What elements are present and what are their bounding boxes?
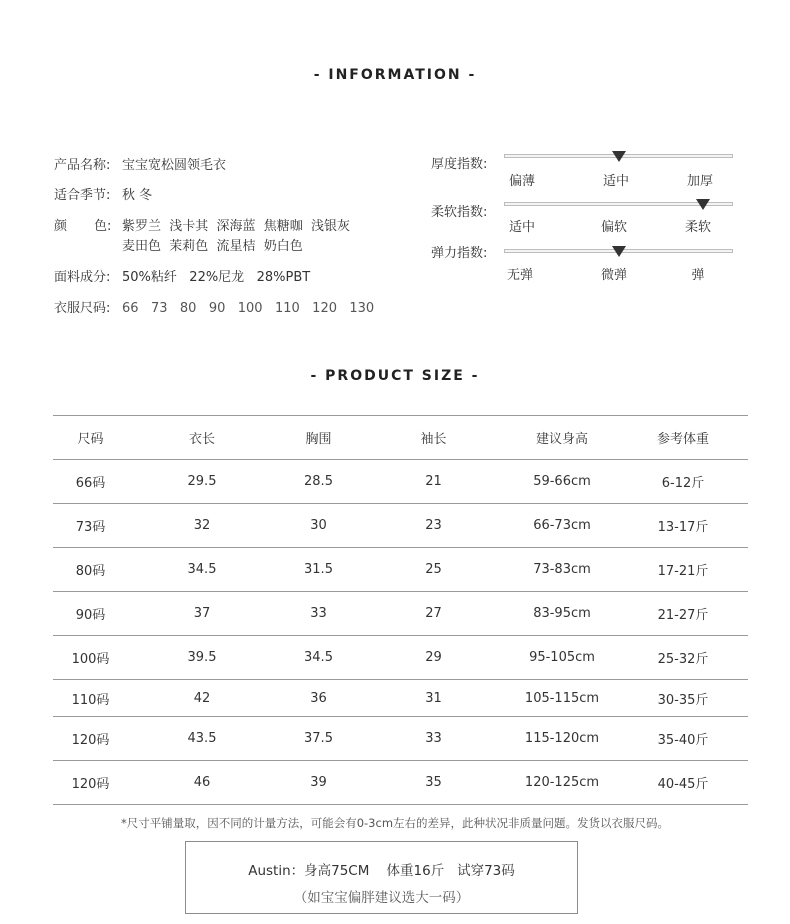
cell-chest: 39 xyxy=(310,775,327,790)
cell-length: 32 xyxy=(193,518,211,533)
table-row xyxy=(53,717,748,761)
cell-size: 110码 xyxy=(71,692,110,708)
elasticity-tick: 弹 xyxy=(691,268,705,283)
measurement-note: *尺寸平铺量取，因不同的计量方法，可能会有0-3cm左右的差异，此种状况非质量问题。发货以衣服尺码。 xyxy=(120,816,670,830)
cell-weight: 30-35斤 xyxy=(657,692,709,708)
cell-length: 34.5 xyxy=(187,562,217,577)
cell-length: 46 xyxy=(193,775,211,790)
cell-length: 42 xyxy=(193,690,211,706)
table-row xyxy=(53,460,748,504)
cell-sleeve: 21 xyxy=(425,474,442,489)
cell-height: 83-95cm xyxy=(533,606,591,621)
table-header-row xyxy=(53,416,748,460)
elasticity-index-marker xyxy=(612,246,626,257)
cell-sleeve: 27 xyxy=(425,606,442,621)
cell-size: 66码 xyxy=(75,476,106,491)
table-row xyxy=(53,680,748,717)
cell-length: 29.5 xyxy=(187,474,217,489)
elasticity-index-label: 弹力指数: xyxy=(431,246,488,261)
thickness-tick: 适中 xyxy=(602,174,629,189)
info-sizes xyxy=(54,297,374,316)
thickness-tick: 加厚 xyxy=(686,174,713,189)
thickness-index-marker xyxy=(612,151,626,162)
color-label-char: 颜 xyxy=(54,219,68,234)
cell-length: 43.5 xyxy=(187,731,217,746)
sizes-label: 衣服尺码: xyxy=(54,301,111,316)
header-weight: 参考体重 xyxy=(656,432,709,447)
softness-tick: 柔软 xyxy=(684,220,711,235)
cell-chest: 36 xyxy=(310,690,327,706)
cell-sleeve: 29 xyxy=(425,650,442,665)
cell-chest: 34.5 xyxy=(304,650,333,665)
cell-chest: 31.5 xyxy=(304,562,333,577)
product-size-title: - PRODUCT SIZE - xyxy=(310,368,480,384)
table-row xyxy=(53,504,748,548)
cell-size: 120码 xyxy=(71,733,110,748)
cell-weight: 13-17斤 xyxy=(657,520,709,535)
season-label: 适合季节: xyxy=(54,188,111,203)
cell-height: 95-105cm xyxy=(529,650,595,665)
cell-sleeve: 31 xyxy=(425,690,442,706)
thickness-tick: 偏薄 xyxy=(508,174,535,189)
header-height: 建议身高 xyxy=(535,432,588,447)
size-table xyxy=(53,415,748,805)
color-values-line2: 麦田色 茉莉色 流星桔 奶白色 xyxy=(122,239,303,254)
cell-height: 105-115cm xyxy=(524,690,600,706)
softness-index-marker xyxy=(696,199,710,210)
cell-weight: 40-45斤 xyxy=(657,777,709,792)
product-name-label: 产品名称: xyxy=(54,158,111,173)
cell-size: 100码 xyxy=(71,652,110,667)
cell-chest: 30 xyxy=(310,518,327,533)
cell-sleeve: 33 xyxy=(425,731,442,746)
cell-sleeve: 25 xyxy=(425,562,442,577)
header-size: 尺码 xyxy=(77,432,104,447)
cell-height: 73-83cm xyxy=(533,562,591,577)
color-values-line1: 紫罗兰 浅卡其 深海蓝 焦糖咖 浅银灰 xyxy=(122,219,351,234)
cell-weight: 6-12斤 xyxy=(661,476,705,491)
information-title: - INFORMATION - xyxy=(313,67,477,83)
thickness-index-label: 厚度指数: xyxy=(431,157,488,172)
product-name-value: 宝宝宽松圆领毛衣 xyxy=(122,158,227,173)
table-row xyxy=(53,592,748,636)
info-fabric xyxy=(54,266,310,285)
cell-sleeve: 23 xyxy=(425,518,442,533)
season-value: 秋 冬 xyxy=(122,188,153,203)
sizes-value: 66 73 80 90 100 110 120 130 xyxy=(122,301,375,316)
cell-length: 37 xyxy=(193,606,211,621)
softness-index-label: 柔软指数: xyxy=(431,205,488,220)
cell-size: 120码 xyxy=(71,777,110,792)
info-product-name xyxy=(54,154,226,173)
cell-chest: 28.5 xyxy=(304,474,333,489)
cell-height: 120-125cm xyxy=(524,775,600,790)
cell-weight: 21-27斤 xyxy=(657,608,709,623)
fit-reference-model: Austin：身高75CM 体重16斤 试穿73码 xyxy=(248,863,515,879)
cell-length: 39.5 xyxy=(187,650,217,665)
fabric-label: 面料成分: xyxy=(54,270,111,285)
softness-tick: 偏软 xyxy=(600,220,627,235)
cell-height: 66-73cm xyxy=(533,518,591,533)
fit-reference-advice: （如宝宝偏胖建议选大一码） xyxy=(293,890,470,906)
header-sleeve: 袖长 xyxy=(420,432,447,447)
header-length: 衣长 xyxy=(188,432,215,447)
cell-sleeve: 35 xyxy=(425,775,442,790)
elasticity-tick: 微弹 xyxy=(600,268,627,283)
cell-weight: 25-32斤 xyxy=(657,652,709,667)
color-label-char2: 色: xyxy=(94,219,112,234)
table-row xyxy=(53,761,748,805)
info-season xyxy=(54,184,152,203)
softness-tick: 适中 xyxy=(508,220,535,235)
header-chest: 胸围 xyxy=(305,432,332,447)
cell-height: 59-66cm xyxy=(533,474,591,489)
cell-size: 80码 xyxy=(75,564,106,579)
fabric-value: 50%粘纤 22%尼龙 28%PBT xyxy=(122,270,311,285)
table-row xyxy=(53,636,748,680)
fit-reference-box xyxy=(185,841,578,914)
cell-chest: 37.5 xyxy=(304,731,333,746)
cell-chest: 33 xyxy=(310,606,327,621)
cell-height: 115-120cm xyxy=(524,731,600,746)
cell-size: 73码 xyxy=(75,520,106,535)
cell-size: 90码 xyxy=(75,608,106,623)
table-row xyxy=(53,548,748,592)
cell-weight: 17-21斤 xyxy=(657,564,709,579)
cell-weight: 35-40斤 xyxy=(657,733,709,748)
elasticity-tick: 无弹 xyxy=(506,268,533,283)
